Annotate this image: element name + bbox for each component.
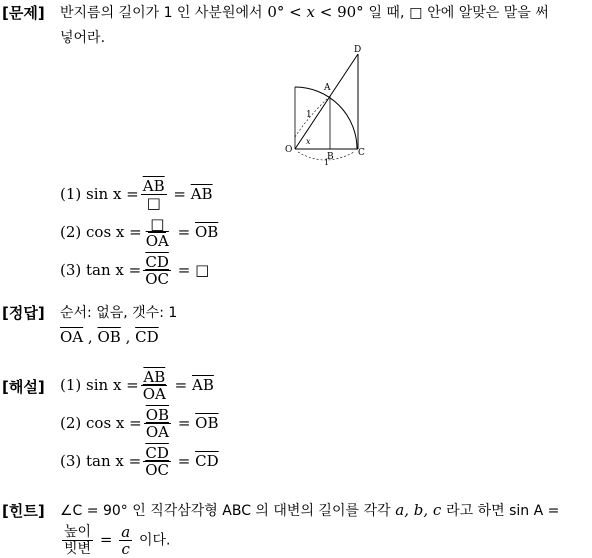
explanation-equations	[60, 366, 219, 480]
label-D: D	[354, 45, 362, 55]
quarter-circle-figure	[280, 42, 380, 167]
explanation-label: [해설]	[2, 378, 45, 396]
problem-line-1: (1) sin x = $\frac{\overline{AB}}{□}$ = $\overline{AB}$	[60, 176, 213, 212]
label-O: O	[285, 145, 293, 155]
label-one-a: 1	[306, 110, 312, 120]
label-A: A	[324, 83, 331, 93]
answer-text: 순서: 없음, 갯수: 1 $\overline{OA}$ , $\overline{OB}$ , $\overline{CD}$	[60, 305, 178, 346]
answer-label: [정답]	[2, 304, 45, 322]
problem-line-3: (3) tan x = $\frac{\overline{CD}}{OC}$ = □	[60, 252, 210, 288]
label-C: C	[358, 148, 365, 158]
explanation-line-2: (2) cos x = $\frac{\overline{OB}}{OA}$ = $\overline{OB}$	[60, 405, 219, 441]
label-B: B	[327, 152, 334, 162]
explanation-line-3: (3) tan x = $\frac{\overline{CD}}{OC}$ = $\overline{CD}$	[60, 443, 219, 479]
hint-text: ∠C = 90° 인 직각삼각형 ABC 의 대변의 길이를 각각 a, b, c 라고 하면 sin A = $\frac{\text{높이}}{\text{빗변}}$ = $\frac{a}{c}$ 이다.	[60, 501, 560, 558]
hint-label: [힌트]	[2, 502, 45, 520]
explanation-line-1: (1) sin x = $\frac{\overline{AB}}{OA}$ = $\overline{AB}$	[60, 367, 214, 403]
problem-line-2: (2) cos x = $\frac{□}{OA}$ = $\overline{OB}$	[60, 214, 219, 250]
label-x: x	[306, 137, 311, 146]
problem-text: 반지름의 길이가 1 인 사분원에서 0° < x < 90° 일 때, □ 안에 알맞은 말을 써 넣어라.	[60, 3, 549, 46]
problem-label: [문제]	[2, 4, 45, 22]
problem-equations	[60, 175, 218, 289]
label-one-b: 1	[324, 158, 330, 167]
